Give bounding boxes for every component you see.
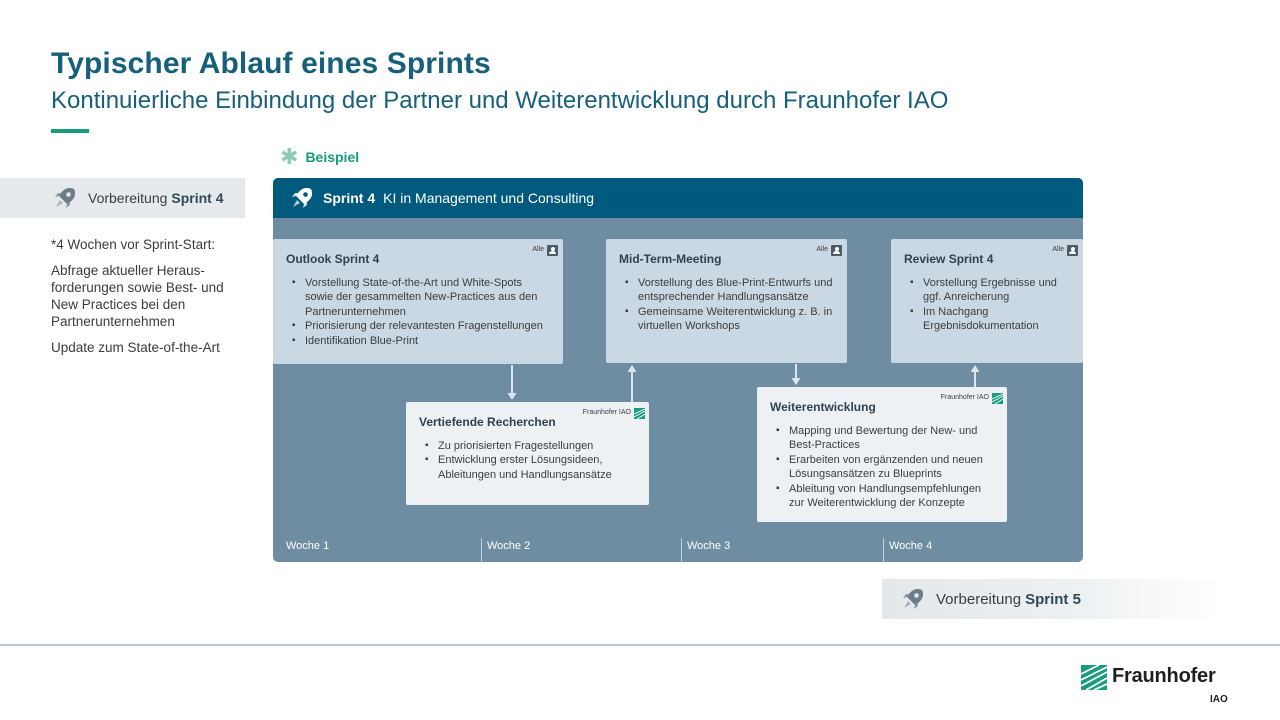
card-review — [891, 239, 1083, 363]
week-label: Woche 1 — [286, 540, 330, 552]
list-item: ▪ Priorisierung der relevantesten Fragenstellungen — [292, 319, 553, 334]
list-item: ▪ Vorstellung State-of-the-Art und White-Spots sowie der gesammelten New-Practices aus den Partnerunternehmen — [292, 276, 553, 320]
week-label: Woche 2 — [481, 538, 530, 562]
list-item: ▪ Erarbeiten von ergänzenden und neuen Lösungsansätzen zu Blueprints — [776, 453, 997, 482]
list-item: ▪ Mapping und Bewertung der New- und Best-Practices — [776, 424, 997, 453]
person-icon — [831, 245, 842, 256]
prep-sprint4-prefix: Vorbereitung — [88, 190, 168, 206]
note-line: *4 Wochen vor Sprint-Start: — [51, 237, 216, 252]
fraunhofer-logo-icon — [1081, 665, 1107, 690]
tag-alle-text: Alle — [816, 246, 828, 253]
rocket-icon — [52, 185, 78, 211]
prep-sprint5-prefix: Vorbereitung — [936, 590, 1022, 608]
fraunhofer-logo-icon — [992, 393, 1003, 404]
note-line: Abfrage aktueller Heraus- forderungen sowie Best- und New Practices bei den Partnerunternehmen — [51, 263, 224, 329]
logo-name: Fraunhofer — [1112, 665, 1216, 687]
sprint-topic: KI in Management und Consulting — [383, 190, 595, 206]
prep-sprint5-bold: Sprint 5 — [1025, 590, 1081, 608]
list-item: ▪ Zu priorisierten Fragestellungen — [425, 439, 639, 454]
list-item: ▪ Identifikation Blue-Print — [292, 334, 553, 349]
example-label-text: Beispiel — [305, 149, 360, 165]
week-label: Woche 4 — [883, 538, 932, 562]
tag-alle-text: Alle — [532, 246, 544, 253]
tag-alle — [1052, 243, 1078, 258]
tag-fraunhofer-text: Fraunhofer IAO — [940, 394, 989, 401]
card-title: Outlook Sprint 4 — [286, 252, 380, 266]
card-title: Mid-Term-Meeting — [619, 252, 722, 266]
tag-alle — [532, 243, 558, 258]
sprint-header — [273, 178, 1083, 218]
example-label — [280, 144, 360, 169]
logo-sub: IAO — [1210, 694, 1228, 705]
tag-fraunhofer — [583, 406, 645, 421]
prep-sprint4-bold: Sprint 4 — [171, 190, 224, 206]
note-line: Update zum State-of-the-Art — [51, 340, 220, 355]
card-title: Review Sprint 4 — [904, 252, 994, 266]
card-recherchen — [406, 402, 649, 505]
list-item: ▪ Ableitung von Handlungsempfehlungen zur Weiterentwicklung der Konzepte — [776, 482, 997, 511]
left-notes — [51, 236, 241, 365]
footer-divider — [0, 644, 1280, 646]
list-item: ▪ Entwicklung erster Lösungsideen, Ableitungen und Handlungsansätze — [425, 453, 639, 482]
prep-sprint5-badge — [882, 579, 1222, 619]
tag-alle-text: Alle — [1052, 246, 1064, 253]
rocket-icon — [289, 185, 315, 211]
arrow-down-icon — [506, 365, 518, 401]
sprint-label: Sprint 4 — [323, 190, 376, 206]
person-icon — [1067, 245, 1078, 256]
card-title: Weiterentwicklung — [770, 400, 876, 414]
rocket-icon — [900, 586, 926, 612]
page-title: Typischer Ablauf eines Sprints — [51, 47, 491, 80]
card-midterm — [606, 239, 847, 363]
card-title: Vertiefende Recherchen — [419, 415, 556, 429]
fraunhofer-logo — [1081, 664, 1228, 705]
title-accent-bar — [51, 129, 89, 133]
tag-alle — [816, 243, 842, 258]
card-weiterentwicklung — [757, 387, 1007, 522]
person-icon — [547, 245, 558, 256]
fraunhofer-logo-icon — [634, 408, 645, 419]
sprint-panel — [273, 178, 1083, 562]
list-item: ▪ Vorstellung Ergebnisse und ggf. Anreicherung — [910, 276, 1073, 305]
list-item: ▪ Gemeinsame Weiterentwicklung z. B. in virtuellen Workshops — [625, 305, 837, 334]
page-subtitle: Kontinuierliche Einbindung der Partner und Weiterentwicklung durch Fraunhofer IAO — [51, 87, 949, 114]
asterisk-icon: ✱ — [280, 144, 299, 169]
tag-fraunhofer — [941, 391, 1003, 406]
tag-fraunhofer-text: Fraunhofer IAO — [582, 409, 631, 416]
arrow-up-icon — [969, 364, 981, 387]
arrow-up-icon — [626, 364, 638, 402]
week-label: Woche 3 — [681, 538, 730, 562]
arrow-down-icon — [790, 364, 802, 386]
card-outlook — [273, 239, 563, 364]
list-item: ▪ Im Nachgang Ergebnisdokumentation — [910, 305, 1073, 334]
list-item: ▪ Vorstellung des Blue-Print-Entwurfs und entsprechender Handlungsansätze — [625, 276, 837, 305]
prep-sprint4-badge — [0, 178, 245, 218]
week-timeline — [273, 533, 1083, 562]
